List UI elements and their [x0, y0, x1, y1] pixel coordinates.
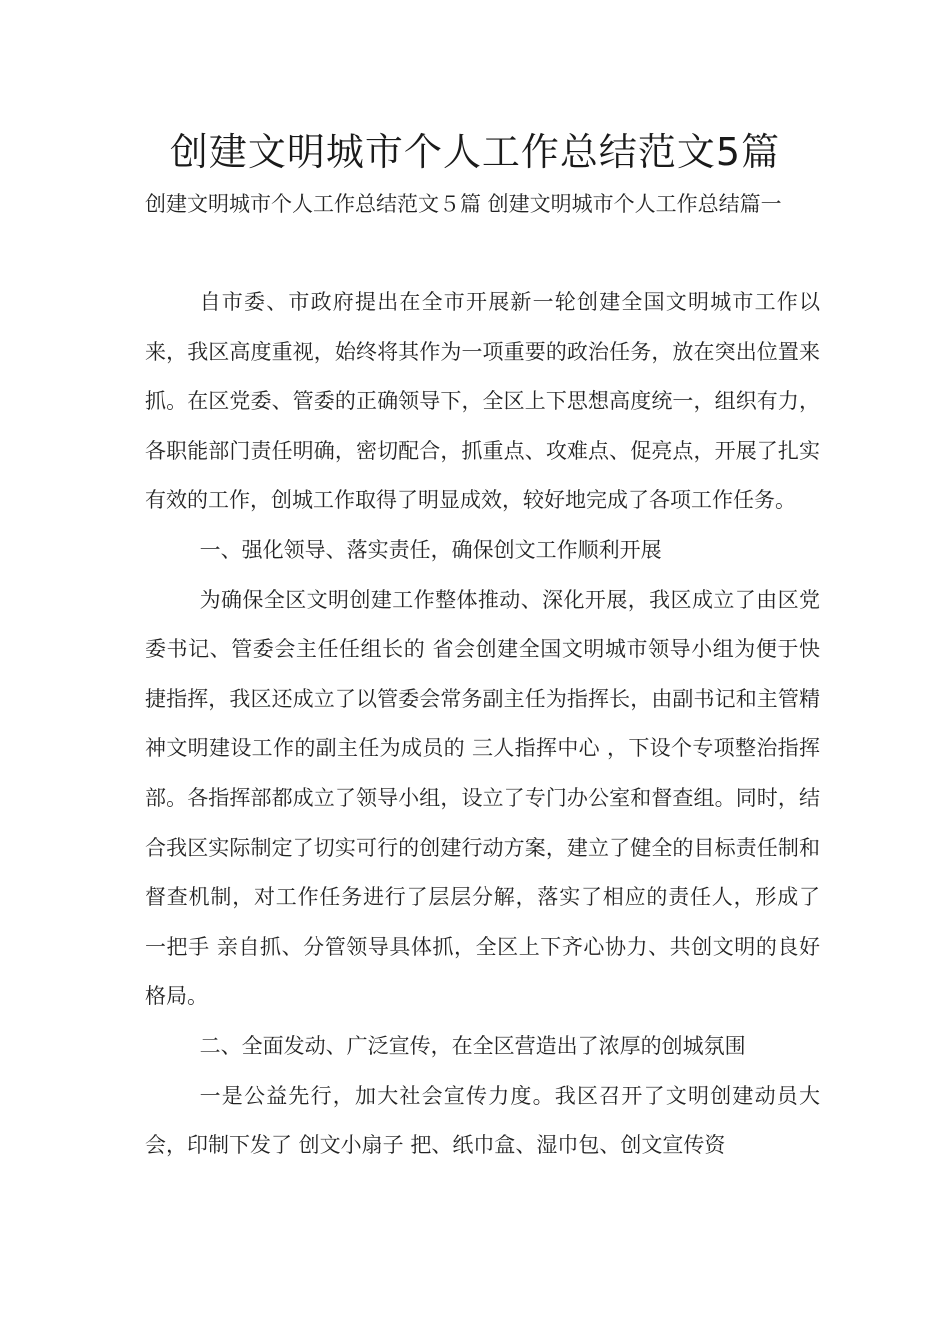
paragraph-section-1: 为确保全区文明创建工作整体推动、深化开展，我区成立了由区党委书记、管委会主任任组长的 省会创建全国文明城市领导小组为便于快捷指挥，我区还成立了以管委会常务副主任为指挥长，由副书记和主管精神文明建设工作的副主任为成员的 三人指挥中心 ，下设个专项整治指挥部。各指挥部都成立了领导小组，设立了专门办公室和督查组。同时，结合我区实际制定了切实可行的创建行动方案，建立了健全的目标责任制和督查机制，对工作任务进行了层层分解，落实了相应的责任人，形成了 一把手 亲自抓、分管领导具体抓，全区上下齐心协力、共创文明的良好格局。	[145, 587, 820, 1009]
document-body	[145, 278, 820, 1171]
section-heading-1: 一、强化领导、落实责任，确保创文工作顺利开展	[199, 537, 662, 562]
section-heading-2: 二、全面发动、广泛宣传，在全区营造出了浓厚的创城氛围	[199, 1033, 746, 1058]
document-title: 创建文明城市个人工作总结范文5篇	[169, 130, 781, 174]
document-subtitle: 创建文明城市个人工作总结范文５篇 创建文明城市个人工作总结篇一	[145, 192, 782, 216]
paragraph-section-2: 一是公益先行，加大社会宣传力度。我区召开了文明创建动员大会，印制下发了 创文小扇子 把、纸巾盒、湿巾包、创文宣传资	[145, 1083, 820, 1158]
paragraph-intro: 自市委、市政府提出在全市开展新一轮创建全国文明城市工作以来，我区高度重视，始终将其作为一项重要的政治任务，放在突出位置来抓。在区党委、管委的正确领导下，全区上下思想高度统一，组织有力，各职能部门责任明确，密切配合，抓重点、攻难点、促亮点，开展了扎实有效的工作，创城工作取得了明显成效，较好地完成了各项工作任务。	[145, 290, 820, 513]
